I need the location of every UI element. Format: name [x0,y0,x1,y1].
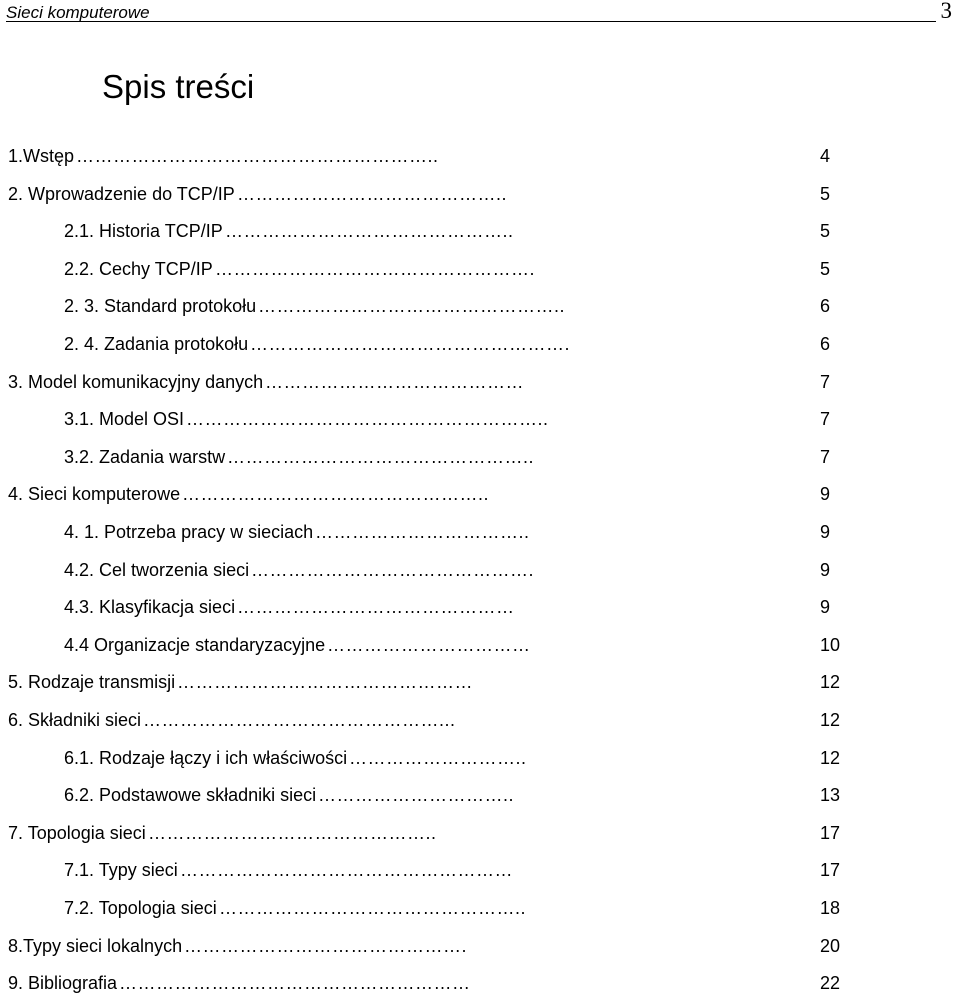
toc-entry-page: 6 [820,334,831,354]
toc-entry-page: 7 [820,446,831,467]
toc-entry-page: 9 [820,559,831,580]
toc-entry-leader: ……………………….. [349,747,527,768]
toc-entry-label: 7.2. Topologia sieci [64,898,217,918]
toc-entry-page: 12 [820,747,841,768]
toc-entry-page: 7 [820,409,831,430]
toc-entry-label: 7. Topologia sieci [8,822,146,843]
toc-entry-page: 4 [820,146,831,166]
toc-entry[interactable] [64,287,860,325]
toc-entry-page: 13 [820,785,841,806]
toc-entry-leader: …………………………… [327,634,531,655]
toc-entry[interactable] [8,175,860,213]
toc-entry-leader: …………………………….. [315,522,530,542]
toc-entry-label: 4. Sieci komputerowe [8,484,181,505]
toc-entry[interactable] [8,814,860,852]
toc-entry-label: 2. 3. Standard protokołu [64,296,257,317]
toc-entry-leader: ………………………………………………… [119,973,471,994]
toc-entry-leader: …………………………………… [265,371,524,392]
toc-entry-label: 4.4 Organizacje standaryzacyjne [64,634,326,655]
toc-entry-label: 6.2. Podstawowe składniki sieci [64,785,317,806]
toc-entry-label: 2. 4. Zadania protokołu [64,334,249,354]
toc-entry-leader: ……………………………………………. [215,258,536,279]
toc-entry-leader: ………………………………………….. [227,446,535,467]
toc-entry[interactable] [64,626,860,664]
toc-entry-leader: …………………………………………... [143,710,456,730]
toc-entry-label: 1.Wstęp [8,146,75,166]
toc-entry-label: 4.3. Klasyfikacja sieci [64,597,236,618]
toc-entry-page: 17 [820,822,841,843]
toc-entry[interactable] [64,551,860,589]
toc-entry-leader: ……………………………………….. [225,221,514,242]
toc-entry-label: 2.1. Historia TCP/IP [64,221,223,242]
toc-entry-leader: ………………………………………. [184,935,468,956]
toc-entry-page: 18 [820,898,841,918]
toc-entry[interactable] [64,739,860,777]
header-title: Sieci komputerowe [6,3,150,22]
toc-entry-label: 5. Rodzaje transmisji [8,672,176,693]
toc-entry-leader: ……………………………………… [237,597,515,618]
toc-entry-page: 12 [820,672,841,693]
toc-entry-page: 9 [820,484,831,505]
toc-entry-label: 2.2. Cechy TCP/IP [64,258,213,279]
toc-entry[interactable] [8,964,860,1002]
toc-entry-page: 9 [820,597,831,618]
toc-entry-label: 6. Składniki sieci [8,710,142,730]
toc-entry[interactable] [64,588,860,626]
toc-entry-leader: ……………………………………………… [180,860,513,881]
toc-entry-label: 8.Typy sieci lokalnych [8,935,183,956]
toc-entry[interactable] [64,325,860,363]
toc-entry-label: 9. Bibliografia [8,973,118,994]
toc-entry[interactable] [8,137,860,175]
toc-entry-leader: ………………………………………………….. [76,146,439,166]
toc-title: Spis treści [102,68,255,105]
toc-entry-page: 7 [820,371,831,392]
toc-entry-page: 12 [820,710,841,730]
toc-entry-leader: …………………………………….. [237,183,508,204]
toc-entry-leader: ……………………………………………. [250,334,571,354]
toc-entry-leader: ………………………………………….. [182,484,490,505]
toc-entry-leader: ………………………………………….. [219,898,527,918]
toc-entry-label: 3.1. Model OSI [64,409,185,430]
toc-entry-leader: ………………………………………………….. [186,409,549,430]
toc-entry-leader: ………………………………………….. [258,296,566,317]
toc-entry-page: 5 [820,221,831,242]
toc-entry[interactable] [64,438,860,476]
toc-entry[interactable] [64,250,860,288]
toc-entry[interactable] [8,475,860,513]
toc-entry-label: 6.1. Rodzaje łączy i ich właściwości [64,747,348,768]
toc-entry-label: 7.1. Typy sieci [64,860,178,881]
toc-entry-page: 22 [820,973,841,994]
toc-entry-page: 5 [820,183,831,204]
toc-entry-label: 4.2. Cel tworzenia sieci [64,559,250,580]
toc-entry-leader: ………………………………………. [251,559,535,580]
toc-entry-page: 10 [820,634,841,655]
toc-entry[interactable] [64,776,860,814]
header-rule [6,21,936,22]
toc-entry-leader: ………………………….. [318,785,515,806]
toc-entry-label: 3. Model komunikacyjny danych [8,371,264,392]
toc-entry[interactable] [8,701,860,739]
toc-entry[interactable] [8,663,860,701]
toc-entry-label: 3.2. Zadania warstw [64,446,226,467]
toc-entry-label: 2. Wprowadzenie do TCP/IP [8,183,235,204]
toc-entry-page: 5 [820,258,831,279]
toc-entry-page: 20 [820,935,841,956]
toc-entry-page: 17 [820,860,841,881]
toc-entry-page: 9 [820,522,831,542]
toc-entry[interactable] [64,513,860,551]
running-header [6,0,952,22]
toc-entry[interactable] [64,400,860,438]
toc-entry-leader: ……………………………………….. [148,822,437,843]
toc-entry-label: 4. 1. Potrzeba pracy w sieciach [64,522,314,542]
toc-entry-page: 6 [820,296,831,317]
toc-entry[interactable] [64,212,860,250]
toc-entry[interactable] [8,363,860,401]
toc-entry-leader: ………………………………………… [177,672,473,693]
header-page-number: 3 [940,0,952,23]
toc-entry[interactable] [64,851,860,889]
toc-entry[interactable] [64,889,860,927]
toc-entry[interactable] [8,927,860,965]
